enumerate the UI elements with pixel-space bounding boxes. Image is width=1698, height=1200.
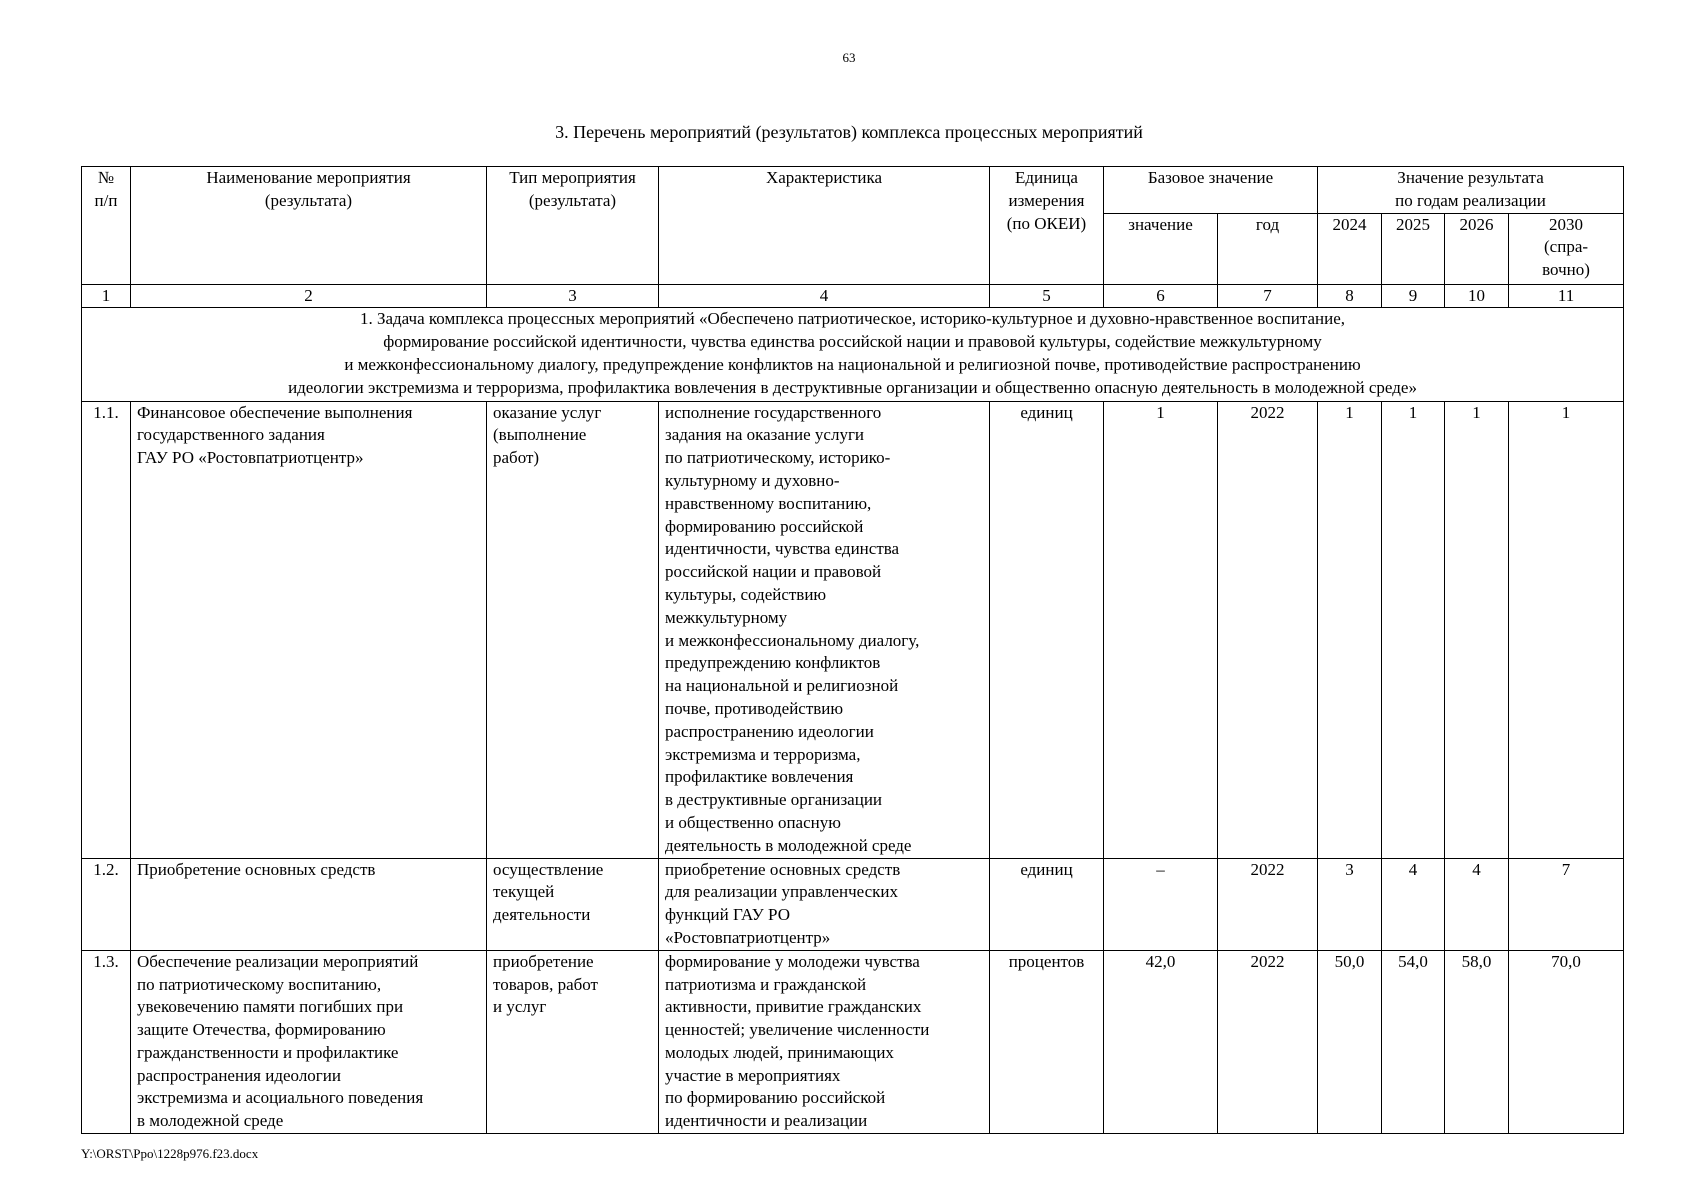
column-number: 8 [1318,284,1382,308]
row-base-year: 2022 [1218,950,1318,1133]
row-unit: единиц [990,401,1104,858]
row-num: 1.1. [82,401,131,858]
column-number-row [82,284,1624,308]
column-number: 2 [131,284,487,308]
row-2025: 1 [1382,401,1445,858]
column-number: 1 [82,284,131,308]
table-row [82,401,1624,858]
row-num: 1.3. [82,950,131,1133]
row-2024: 50,0 [1318,950,1382,1133]
row-2024: 3 [1318,858,1382,950]
row-unit: единиц [990,858,1104,950]
row-base-value: 42,0 [1104,950,1218,1133]
header-characteristic: Характеристика [659,167,990,285]
header-num: № п/п [82,167,131,285]
row-num: 1.2. [82,858,131,950]
row-base-year: 2022 [1218,401,1318,858]
column-number: 3 [487,284,659,308]
row-name: Финансовое обеспечение выполнения государственного задания ГАУ РО «Ростовпатриотцентр» [131,401,487,858]
row-2024: 1 [1318,401,1382,858]
header-2024: 2024 [1318,213,1382,284]
row-name: Приобретение основных средств [131,858,487,950]
file-path-footer: Y:\ORST\Ppo\1228p976.f23.docx [81,1146,259,1161]
header-result: Значение результата по годам реализации [1318,167,1624,214]
row-type: приобретение товаров, работ и услуг [487,950,659,1133]
header-name: Наименование мероприятия (результата) [131,167,487,285]
header-2025: 2025 [1382,213,1445,284]
row-characteristic: исполнение государственного задания на оказание услуги по патриотическому, историко- культурному и духовно- нравственному воспитанию, формированию российской идентичности, чувства единства российской нации и правовой культуры, содействию межкультурному и межконфессиональному диалогу, предупреждению конфликтов на национальной и религиозной почве, противодействию распространению идеологии экстремизма и терроризма, профилактике вовлечения в деструктивные организации и общественно опасную деятельность в молодежной среде [659,401,990,858]
row-2025: 54,0 [1382,950,1445,1133]
section-row [82,308,1624,401]
header-unit: Единица измерения (по ОКЕИ) [990,167,1104,285]
row-characteristic: формирование у молодежи чувства патриотизма и гражданской активности, привитие гражданских ценностей; увеличение численности молодых людей, принимающих участие в мероприятиях по формированию российской идентичности и реализации [659,950,990,1133]
activities-table [81,166,1624,1134]
table-row [82,858,1624,950]
row-unit: процентов [990,950,1104,1133]
row-type: оказание услуг (выполнение работ) [487,401,659,858]
row-2026: 1 [1445,401,1509,858]
row-name: Обеспечение реализации мероприятий по патриотическому воспитанию, увековечению памяти погибших при защите Отечества, формированию гражданственности и профилактике распространения идеологии экстремизма и асоциального поведения в молодежной среде [131,950,487,1133]
row-type: осуществление текущей деятельности [487,858,659,950]
header-base-value: значение [1104,213,1218,284]
table-row [82,950,1624,1133]
row-2025: 4 [1382,858,1445,950]
header-2026: 2026 [1445,213,1509,284]
row-2030: 70,0 [1509,950,1624,1133]
header-2030: 2030 (спра- вочно) [1509,213,1624,284]
column-number: 7 [1218,284,1318,308]
column-number: 5 [990,284,1104,308]
header-base: Базовое значение [1104,167,1318,214]
page-number: 63 [842,50,856,65]
row-2030: 7 [1509,858,1624,950]
row-2026: 4 [1445,858,1509,950]
column-number: 4 [659,284,990,308]
row-base-year: 2022 [1218,858,1318,950]
column-number: 11 [1509,284,1624,308]
row-characteristic: приобретение основных средств для реализации управленческих функций ГАУ РО «Ростовпатриотцентр» [659,858,990,950]
column-number: 6 [1104,284,1218,308]
row-base-value: – [1104,858,1218,950]
header-base-year: год [1218,213,1318,284]
header-type: Тип мероприятия (результата) [487,167,659,285]
row-2026: 58,0 [1445,950,1509,1133]
header-row [82,167,1624,214]
section-title: 1. Задача комплекса процессных мероприятий «Обеспечено патриотическое, историко-культурное и духовно-нравственное воспитание, формирование российской идентичности, чувства единства российской нации и правовой культуры, содействие межкультурному и межконфессиональному диалогу, предупреждение конфликтов на национальной и религиозной почве, противодействие распространению идеологии экстремизма и терроризма, профилактика вовлечения в деструктивные организации и общественно опасную деятельность в молодежной среде» [82,308,1624,401]
row-2030: 1 [1509,401,1624,858]
row-base-value: 1 [1104,401,1218,858]
column-number: 9 [1382,284,1445,308]
document-title: 3. Перечень мероприятий (результатов) комплекса процессных мероприятий [555,122,1143,142]
column-number: 10 [1445,284,1509,308]
